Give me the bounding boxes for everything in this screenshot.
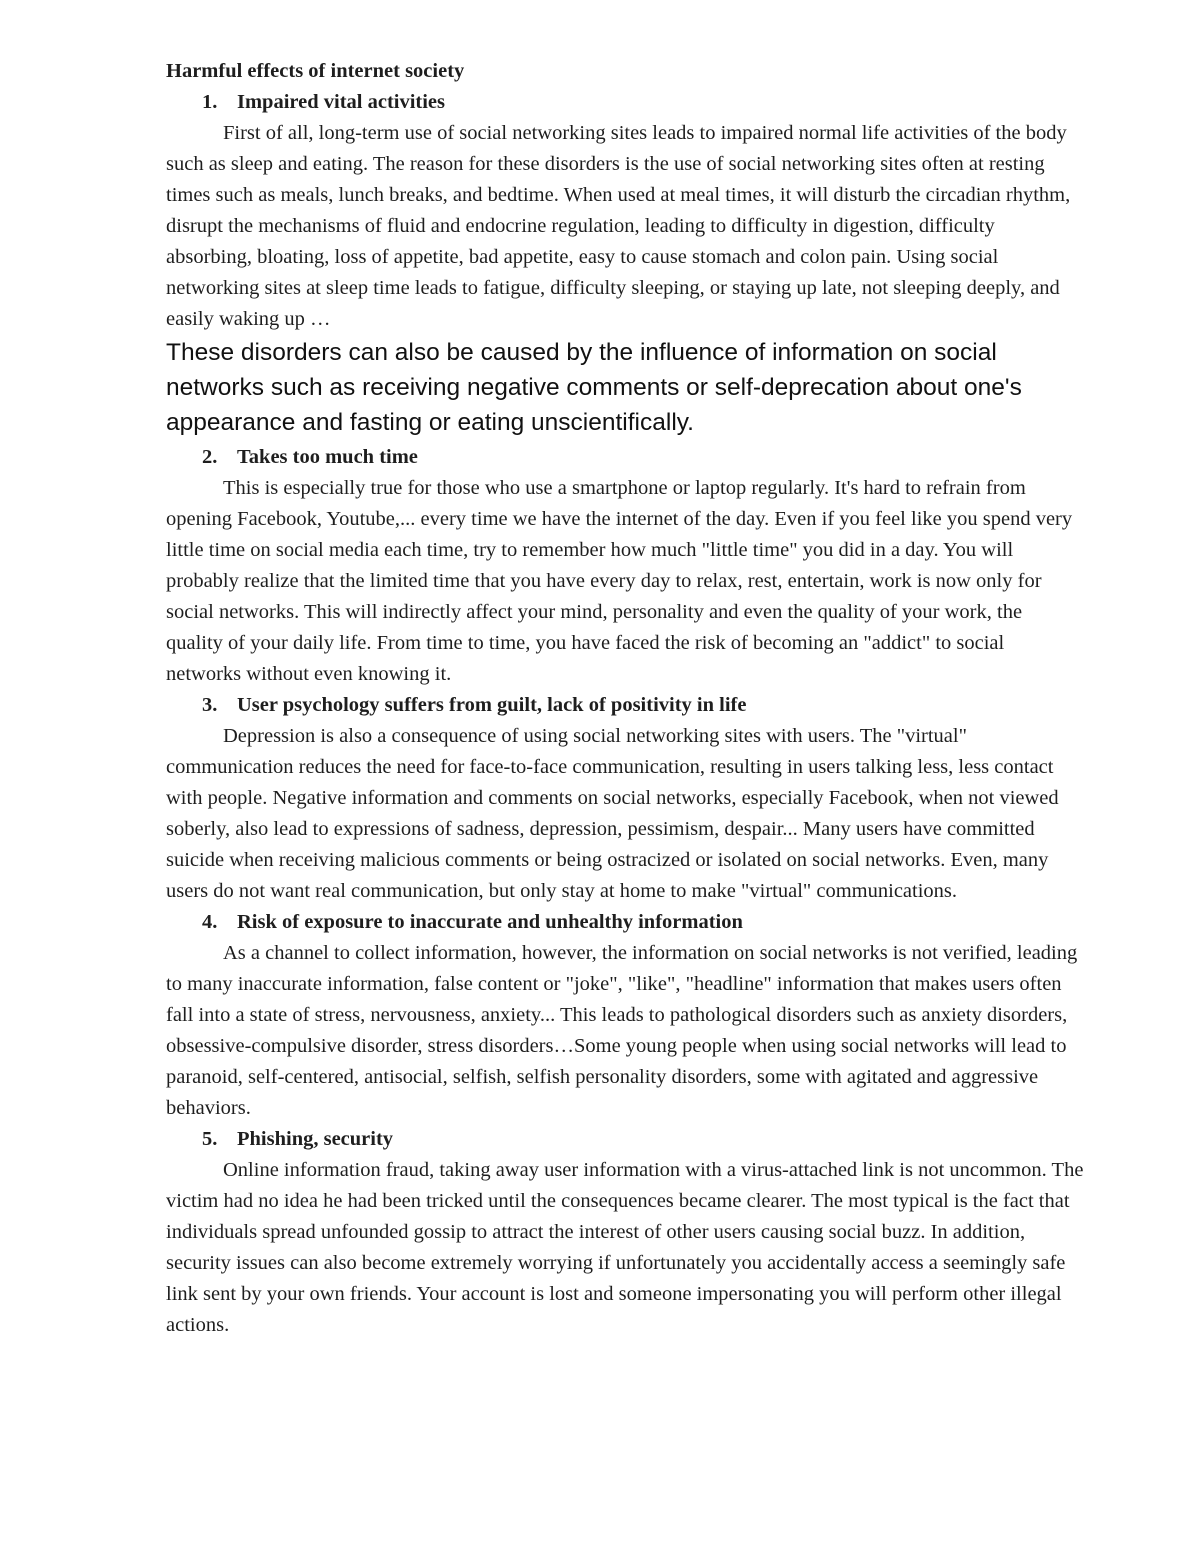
section-paragraph: Depression is also a consequence of using social networking sites with users. The "virtual" communication reduces the need for face-to-face communication, resulting in users talking less, less contact with people. Negative information and comments on social networks, especially Facebook, when not viewed soberly, also lead to expressions of sadness, depression, pessimism, despair... Many users have committed suicide when receiving malicious comments or being ostracized or isolated on social networks. Even, many users do not want real communication, but only stay at home to make "virtual" communications. bbox=[166, 725, 1059, 902]
emphasis-paragraph: These disorders can also be caused by the influence of information on social networks such as receiving negative comments or self-deprecation about one's appearance and fasting or eating unscientifically. bbox=[166, 339, 1022, 436]
section-heading-text: Risk of exposure to inaccurate and unhealthy information bbox=[237, 911, 743, 933]
document-page bbox=[166, 56, 1084, 1341]
section-number: 1. bbox=[202, 91, 218, 113]
section-heading bbox=[166, 690, 1084, 721]
section-heading-text: Takes too much time bbox=[237, 446, 418, 468]
section-number: 5. bbox=[202, 1128, 218, 1150]
section-5 bbox=[166, 1124, 1084, 1341]
section-paragraph: This is especially true for those who use a smartphone or laptop regularly. It's hard to refrain from opening Facebook, Youtube,... every time we have the internet of the day. Even if you feel like you spend very little time on social media each time, try to remember how much "little time" you did in a day. You will probably realize that the limited time that you have every day to relax, rest, entertain, work is now only for social networks. This will indirectly affect your mind, personality and even the quality of your work, the quality of your daily life. From time to time, you have faced the risk of becoming an "addict" to social networks without even knowing it. bbox=[166, 477, 1073, 685]
section-2 bbox=[166, 442, 1084, 690]
document-title: Harmful effects of internet society bbox=[166, 60, 465, 82]
section-3 bbox=[166, 690, 1084, 907]
section-1 bbox=[166, 87, 1084, 442]
section-heading-text: Impaired vital activities bbox=[237, 91, 446, 113]
section-heading bbox=[166, 87, 1084, 118]
section-heading-text: User psychology suffers from guilt, lack of positivity in life bbox=[237, 694, 747, 716]
section-number: 2. bbox=[202, 446, 218, 468]
section-number: 3. bbox=[202, 694, 218, 716]
section-heading bbox=[166, 1124, 1084, 1155]
section-number: 4. bbox=[202, 911, 218, 933]
section-heading bbox=[166, 907, 1084, 938]
section-paragraph: Online information fraud, taking away user information with a virus-attached link is not uncommon. The victim had no idea he had been tricked until the consequences became clearer. The most typical is the fact that individuals spread unfounded gossip to attract the interest of other users causing social buzz. In addition, security issues can also become extremely worrying if unfortunately you accidentally access a seemingly safe link sent by your own friends. Your account is lost and someone impersonating you will perform other illegal actions. bbox=[166, 1159, 1084, 1336]
section-4 bbox=[166, 907, 1084, 1124]
section-paragraph: As a channel to collect information, however, the information on social networks is not verified, leading to many inaccurate information, false content or "joke", "like", "headline" information that makes users often fall into a state of stress, nervousness, anxiety... This leads to pathological disorders such as anxiety disorders, obsessive-compulsive disorder, stress disorders…Some young people when using social networks will lead to paranoid, self-centered, antisocial, selfish, selfish personality disorders, some with agitated and aggressive behaviors. bbox=[166, 942, 1078, 1119]
section-paragraph: First of all, long-term use of social networking sites leads to impaired normal life activities of the body such as sleep and eating. The reason for these disorders is the use of social networking sites often at resting times such as meals, lunch breaks, and bedtime. When used at meal times, it will disturb the circadian rhythm, disrupt the mechanisms of fluid and endocrine regulation, leading to difficulty in digestion, difficulty absorbing, bloating, loss of appetite, bad appetite, easy to cause stomach and colon pain. Using social networking sites at sleep time leads to fatigue, difficulty sleeping, or staying up late, not sleeping deeply, and easily waking up … bbox=[166, 122, 1071, 330]
section-heading-text: Phishing, security bbox=[237, 1128, 394, 1150]
section-heading bbox=[166, 442, 1084, 473]
